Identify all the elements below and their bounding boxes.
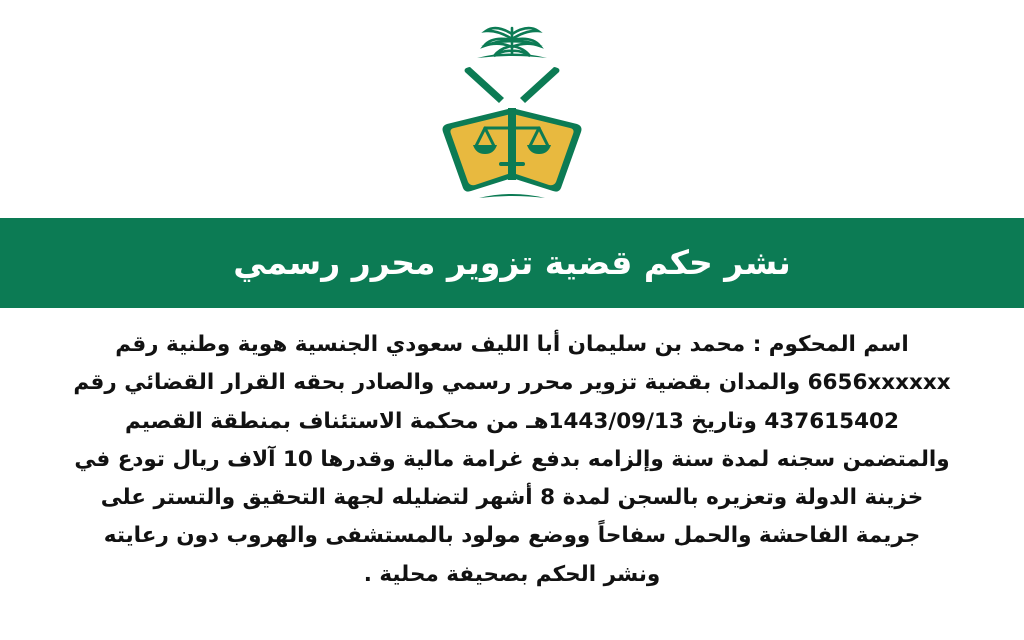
body-area (0, 308, 1024, 640)
notice-paragraph: اسم المحكوم : محمد بن سليمان أبا الليف سعودي الجنسية هوية وطنية رقم 6656xxxxxx والمدان بقضية تزوير محرر رسمي والصادر بحقه القرار القضائي رقم 437615402 وتاريخ 1443/09/13هـ من محكمة الاستئناف بمنطقة القصيم والمتضمن سجنه لمدة سنة وإلزامه بدفع غرامة مالية وقدرها 10 آلاف ريال تودع في خزينة الدولة وتعزيره بالسجن لمدة 8 أشهر لتضليله لجهة التحقيق والتستر على جريمة الفاحشة والحمل سفاحاً ووضع مولود بالمستشفى والهروب دون رعايته ونشر الحكم بصحيفة محلية . (73, 332, 951, 587)
saudi-ministry-of-justice-emblem-icon (407, 12, 617, 207)
title-banner (0, 218, 1024, 308)
page-title: نشر حكم قضية تزوير محرر رسمي (233, 243, 791, 283)
emblem-area (0, 0, 1024, 218)
